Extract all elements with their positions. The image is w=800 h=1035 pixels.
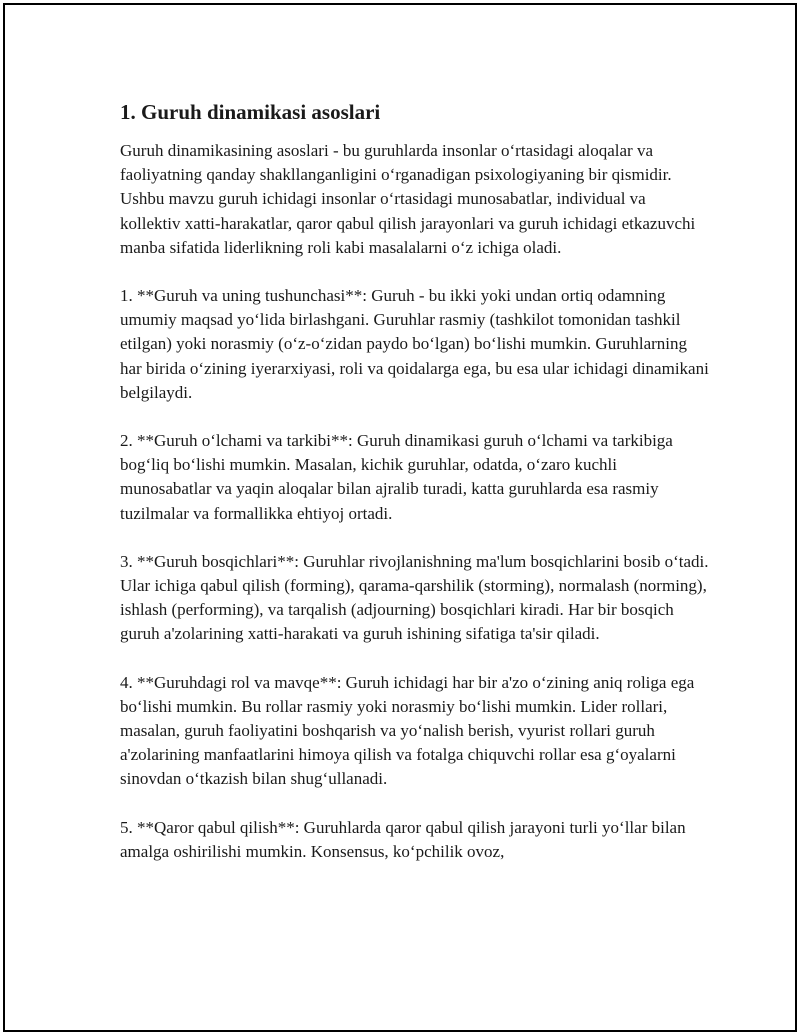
- paragraph-group-size: 2. **Guruh o‘lchami va tarkibi**: Guruh dinamikasi guruh o‘lchami va tarkibiga bog‘liq bo‘lishi mumkin. Masalan, kichik guruhlar, odatda, o‘zaro kuchli munosabatlar va yaqin aloqalar bilan ajralib turadi, katta guruhlarda esa rasmiy tuzilmalar va formallikka ehtiyoj ortadi.: [120, 431, 673, 523]
- paragraph-group-concept: 1. **Guruh va uning tushunchasi**: Guruh - bu ikki yoki undan ortiq odamning umumiy maqsad yo‘lida birlashgani. Guruhlar rasmiy (tashkilot tomonidan tashkil etilgan) yoki norasmiy (o‘z-o‘zidan paydo bo‘lgan) bo‘lishi mumkin. Guruhlarning har birida o‘zining iyerarxiyasi, roli va qoidalarga ega, bu esa ular ichidagi dinamikani belgilaydi.: [120, 286, 709, 402]
- document-body: [120, 97, 710, 864]
- document-title: 1. Guruh dinamikasi asoslari: [120, 100, 381, 124]
- paragraph-group-roles: 4. **Guruhdagi rol va mavqe**: Guruh ichidagi har bir a'zo o‘zining aniq roliga ega bo‘lishi mumkin. Bu rollar rasmiy yoki norasmiy bo‘lishi mumkin. Lider rollari, masalan, guruh faoliyatini boshqarish va yo‘nalish berish, vyurist rollari guruh a'zolarining manfaatlarini himoya qilish va fotalga chiquvchi rollar esa g‘oyalarni sinovdan o‘tkazish bilan shug‘ullanadi.: [120, 672, 695, 789]
- paragraph-intro: Guruh dinamikasining asoslari - bu guruhlarda insonlar o‘rtasidagi aloqalar va faoliyatning qanday shakllanganligini o‘rganadigan psixologiyaning bir qismidir. Ushbu mavzu guruh ichidagi insonlar o‘rtasidagi munosabatlar, individual va kollektiv xatti-harakatlar, qaror qabul qilish jarayonlari va guruh ichidagi etkazuvchi manba sifatida liderlikning roli kabi masalalarni o‘z ichiga oladi.: [120, 141, 696, 257]
- paragraph-decision-making: 5. **Qaror qabul qilish**: Guruhlarda qaror qabul qilish jarayoni turli yo‘llar bilan amalga oshirilishi mumkin. Konsensus, ko‘pchilik ovoz,: [120, 817, 686, 861]
- page-frame: [3, 3, 797, 1032]
- paragraph-group-stages: 3. **Guruh bosqichlari**: Guruhlar rivojlanishning ma'lum bosqichlarini bosib o‘tadi. Ular ichiga qabul qilish (forming), qarama-qarshilik (storming), normalash (norming), ishlash (performing), va tarqalish (adjourning) bosqichlari kiradi. Har bir bosqich guruh a'zolarining xatti-harakati va guruh ishining sifatiga ta'sir qiladi.: [120, 551, 709, 644]
